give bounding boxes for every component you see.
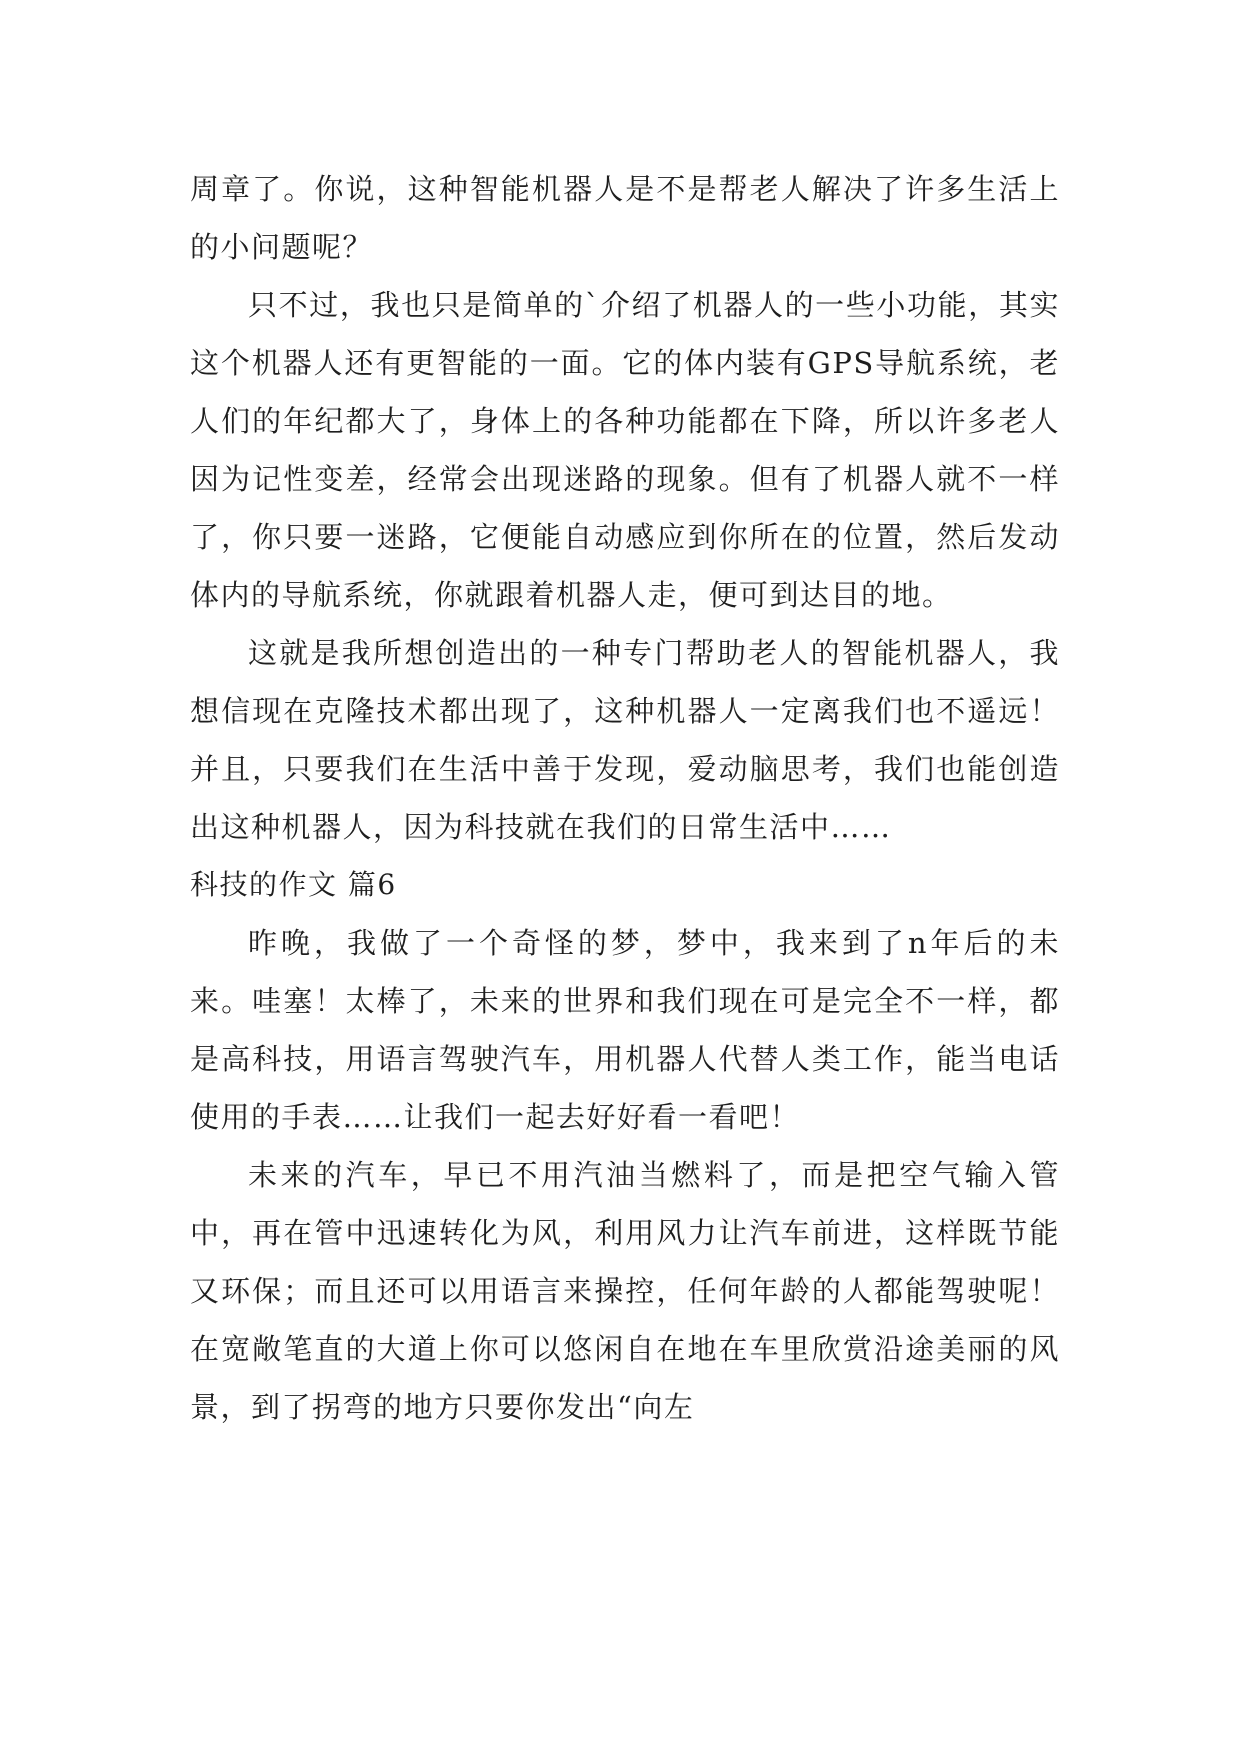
- paragraph-robot-conclusion: 这就是我所想创造出的一种专门帮助老人的智能机器人，我想信现在克隆技术都出现了，这种机器人一定离我们也不遥远！并且，只要我们在生活中善于发现，爱动脑思考，我们也能创造出这种机器人，因为科技就在我们的日常生活中……: [190, 636, 1060, 844]
- paragraph-future-car: 未来的汽车，早已不用汽油当燃料了，而是把空气输入管中，再在管中迅速转化为风，利用风力让汽车前进，这样既节能又环保；而且还可以用语言来操控，任何年龄的人都能驾驶呢！在宽敞笔直的大道上你可以悠闲自在地在车里欣赏沿途美丽的风景，到了拐弯的地方只要你发出“向左: [190, 1158, 1060, 1424]
- paragraph-dream-future: 昨晚，我做了一个奇怪的梦，梦中，我来到了n年后的未来。哇塞！太棒了，未来的世界和我们现在可是完全不一样，都是高科技，用语言驾驶汽车，用机器人代替人类工作，能当电话使用的手表……让我们一起去好好看一看吧！: [190, 926, 1060, 1134]
- paragraph-robot-gps: 只不过，我也只是简单的`介绍了机器人的一些小功能，其实这个机器人还有更智能的一面。它的体内装有GPS导航系统，老人们的年纪都大了，身体上的各种功能都在下降，所以许多老人因为记性变差，经常会出现迷路的现象。但有了机器人就不一样了，你只要一迷路，它便能自动感应到你所在的位置，然后发动体内的导航系统，你就跟着机器人走，便可到达目的地。: [190, 288, 1060, 612]
- document-body: [190, 160, 1060, 1436]
- paragraph-intro-continuation: 周章了。你说，这种智能机器人是不是帮老人解决了许多生活上的小问题呢？: [190, 172, 1060, 264]
- section-heading: 科技的作文 篇6: [190, 868, 397, 901]
